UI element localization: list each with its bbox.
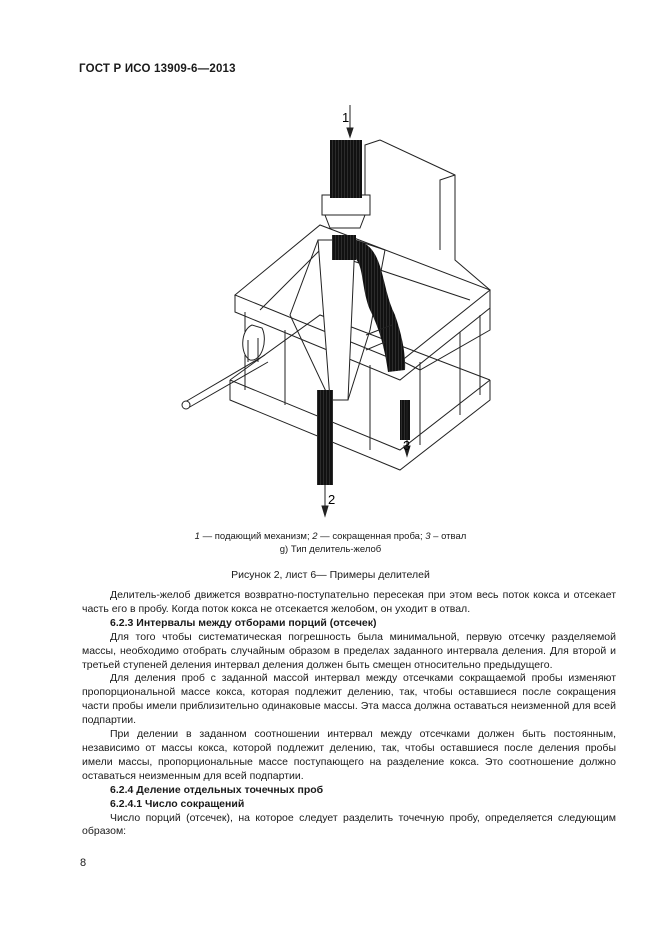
paragraph: Делитель-желоб движется возвратно-поступательно пересекая при этом весь поток кокса и отсекает часть его в пробу. Когда поток кокса не отсекается желобом, он уходит в отвал. — [82, 589, 616, 615]
legend-key-2: 2 — [312, 531, 318, 542]
subsection-heading: 6.2.4.1 Число сокращений — [110, 797, 245, 810]
page-number: 8 — [80, 857, 87, 869]
callout-3: 3 — [403, 438, 411, 453]
callout-1: 1 — [342, 110, 350, 125]
legend-text-1: — подающий механизм; — [199, 531, 313, 542]
legend-text-2: — сокращенная проба; — [317, 531, 426, 542]
legend-key-1: 1 — [194, 531, 200, 542]
document-header: ГОСТ Р ИСО 13909-6—2013 — [79, 63, 236, 75]
divider-chute-figure — [170, 100, 510, 520]
paragraph: Для того чтобы систематическая погрешность была минимальной, первую отсечку разделяемой массы, необходимо отобрать случайным образом в пределах заданного интервала деления. Для второй и третьей ступеней деления интервал деления должен быть смещен относительно предыдущего. — [82, 630, 616, 671]
legend-text-3: – отвал — [430, 531, 467, 542]
section-heading: 6.2.4 Деление отдельных точечных проб — [110, 783, 324, 796]
figure-caption: Рисунок 2, лист 6— Примеры делителей — [231, 569, 430, 581]
callout-2: 2 — [328, 492, 336, 507]
chute-divider-drawing — [170, 100, 510, 520]
legend-line-2: g) Тип делитель-желоб — [279, 543, 382, 555]
paragraph: При делении в заданном соотношении интервал между отсечками должен быть постоянным, независимо от массы кокса, которой подлежит делению, так, чтобы оставшиеся после деления пробы имели массы, пропорциональные массе поступающего на разделение кокса. Это соотношение должно оставаться неизменным для всей подпартии. — [82, 728, 616, 782]
paragraph: Для деления проб с заданной массой интервал между отсечками сокращаемой пробы изменяют пропорциональной массе кокса, которая подлежит делению, так, чтобы оставшиеся после сокращения части пробы имели приблизительно одинаковые массы. Эта масса должна оставаться неизменной для всей подпартии. — [82, 672, 616, 727]
paragraph: Число порций (отсечек), на которое следует разделить точечную пробу, определяется следующим образом: — [82, 811, 616, 838]
legend-line-1 — [0, 531, 661, 544]
section-heading: 6.2.3 Интервалы между отборами порций (отсечек) — [110, 616, 377, 629]
legend-key-3: 3 — [425, 531, 431, 542]
body-text — [82, 589, 616, 839]
figure-legend — [0, 531, 661, 556]
